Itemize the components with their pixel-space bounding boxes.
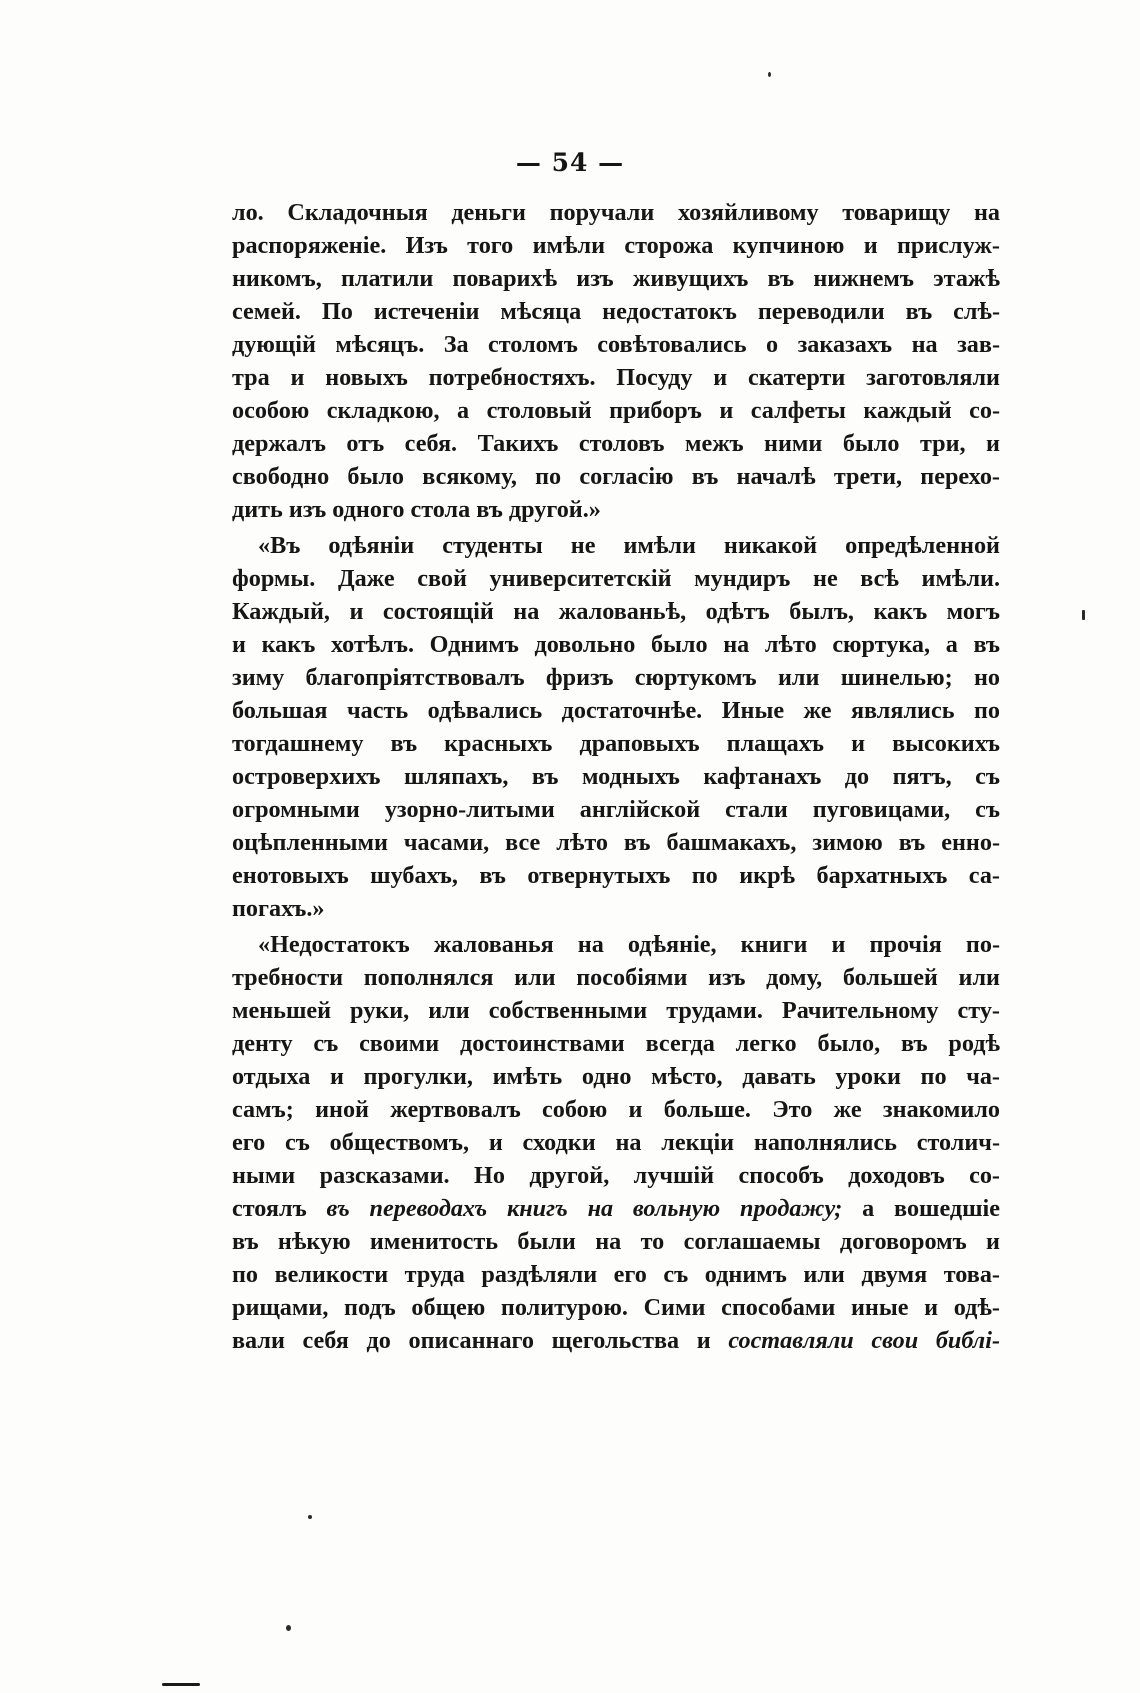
paragraph-3 — [232, 928, 1000, 1357]
text-line: рищами, подъ общею политурою. Сими способами иные и одѣ- — [232, 1294, 1000, 1321]
text-line: зиму благопріятствовалъ фризъ сюртукомъ или шинелью; но — [232, 664, 1000, 691]
text-line: держалъ отъ себя. Такихъ столовъ межъ ними было три, и — [232, 430, 1000, 457]
text-line: большая часть одѣвались достаточнѣе. Иные же являлись по — [232, 697, 1000, 724]
paragraph-1 — [232, 196, 1000, 526]
scan-edge-mark — [162, 1683, 200, 1686]
text-line: свободно было всякому, по согласію въ началѣ трети, перехо- — [232, 463, 1000, 490]
text-line: меньшей руки, или собственными трудами. Рачительному сту- — [232, 997, 1000, 1024]
scan-speck — [308, 1515, 312, 1519]
text-line: «Въ одѣяніи студенты не имѣли никакой опредѣленной — [258, 532, 1000, 559]
text-line: островерхихъ шляпахъ, въ модныхъ кафтанахъ до пятъ, съ — [232, 763, 1000, 790]
text-line: въ нѣкую именитость были на то соглашаемы договоромъ и — [232, 1228, 1000, 1255]
text-line: «Недостатокъ жалованья на одѣяніе, книги и прочія по- — [258, 931, 1000, 958]
text-run: вали себя до описаннаго щегольства и — [232, 1327, 729, 1354]
text-line: дующій мѣсяцъ. За столомъ совѣтовались о заказахъ на зав- — [232, 331, 1000, 358]
text-line: его съ обществомъ, и сходки на лекціи наполнялись столич- — [232, 1129, 1000, 1156]
italic-emphasis: составляли свои библі- — [728, 1327, 1000, 1354]
paragraph-2 — [232, 529, 1000, 925]
scan-speck — [286, 1625, 291, 1631]
text-line: никомъ, платили поварихѣ изъ живущихъ въ нижнемъ этажѣ — [232, 265, 1000, 292]
text-line: денту съ своими достоинствами всегда легко было, въ родѣ — [232, 1030, 1000, 1057]
text-line: требности пополнялся или пособіями изъ дому, большей или — [232, 964, 1000, 991]
text-line: тогдашнему въ красныхъ драповыхъ плащахъ и высокихъ — [232, 730, 1000, 757]
text-run: а вошедшіе — [842, 1195, 1000, 1222]
text-line: самъ; иной жертвовалъ собою и больше. Это же знакомило — [232, 1096, 1000, 1123]
text-line: тра и новыхъ потребностяхъ. Посуду и скатерти заготовляли — [232, 364, 1000, 391]
text-line: Каждый, и состоящій на жалованьѣ, одѣтъ былъ, какъ могъ — [232, 598, 1000, 625]
text-line-mixed — [232, 1192, 1000, 1225]
text-line: оцѣпленными часами, все лѣто въ башмакахъ, зимою въ енно- — [232, 829, 1000, 856]
text-line: особою складкою, а столовый приборъ и салфеты каждый со- — [232, 397, 1000, 424]
text-line: по великости труда раздѣляли его съ однимъ или двумя това- — [232, 1261, 1000, 1288]
text-line: ными разсказами. Но другой, лучшій способъ доходовъ со- — [232, 1162, 1000, 1189]
scan-speck — [1082, 610, 1085, 620]
text-line-mixed — [232, 1324, 1000, 1357]
page-number: — 54 — — [515, 148, 625, 177]
text-line: и какъ хотѣлъ. Однимъ довольно было на лѣто сюртука, а въ — [232, 631, 1000, 658]
text-line: формы. Даже свой университетскій мундиръ не всѣ имѣли. — [232, 565, 1000, 592]
text-line: ло. Складочныя деньги поручали хозяйливому товарищу на — [232, 199, 1000, 226]
text-line: енотовыхъ шубахъ, въ отвернутыхъ по икрѣ бархатныхъ са- — [232, 862, 1000, 889]
text-line: дить изъ одного стола въ другой.» — [232, 496, 601, 523]
text-line: распоряженіе. Изъ того имѣли сторожа купчиною и прислуж- — [232, 232, 1000, 259]
text-run: стоялъ — [232, 1195, 327, 1222]
text-line: погахъ.» — [232, 895, 325, 922]
italic-emphasis: въ переводахъ книгъ на вольную продажу; — [326, 1195, 843, 1222]
scan-speck — [768, 72, 771, 77]
text-line: отдыха и прогулки, имѣть одно мѣсто, давать уроки по ча- — [232, 1063, 1000, 1090]
text-line: огромными узорно-литыми англійской стали пуговицами, съ — [232, 796, 1000, 823]
text-line: семей. По истеченіи мѣсяца недостатокъ переводили въ слѣ- — [232, 298, 1000, 325]
body-text — [232, 196, 1000, 1357]
